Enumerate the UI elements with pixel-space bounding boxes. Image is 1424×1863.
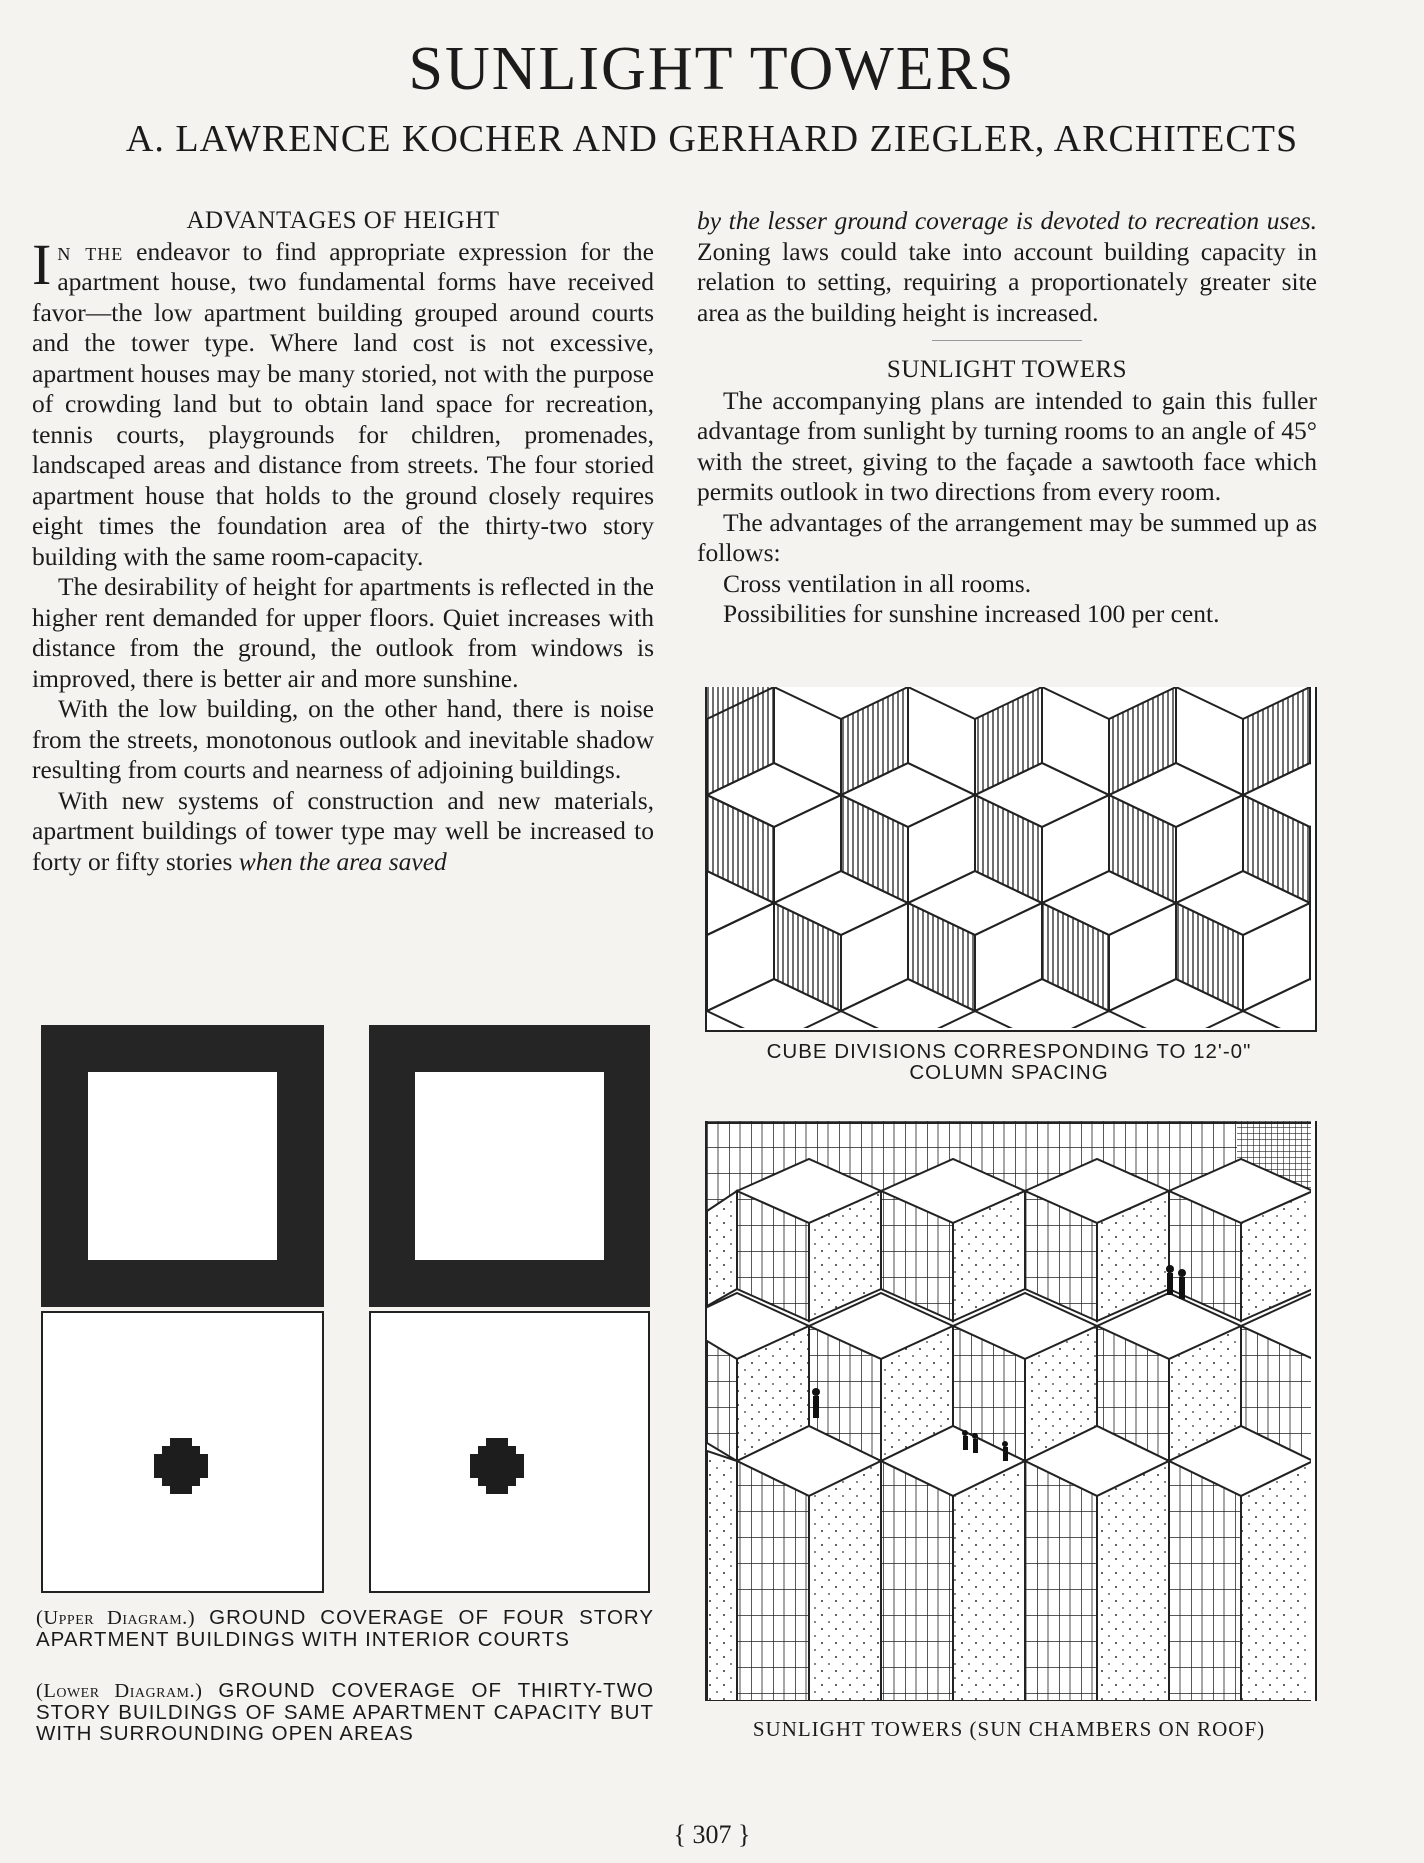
paragraph-continued — [697, 206, 1317, 328]
paragraph-sun-1: The accompanying plans are intended to gain this fuller advantage from sunlight by turning rooms to an angle of 45° with the street, giving to the façade a sawtooth face which permits outlook in two directions from every room. — [697, 385, 1317, 506]
cube-caption — [700, 1041, 1318, 1083]
cube-caption-line1: CUBE DIVISIONS CORRESPONDING TO 12'-0" — [766, 1040, 1252, 1063]
section-heading-advantages: ADVANTAGES OF HEIGHT — [186, 207, 500, 234]
lower-diagram-left — [41, 1311, 324, 1593]
continued-italic: by the lesser ground coverage is devoted to recreation uses. — [697, 206, 1317, 235]
paragraph-1 — [32, 231, 654, 573]
upper-caption-text: GROUND COVERAGE OF FOUR STORY APARTMENT BUILDINGS WITH INTERIOR COURTS — [36, 1606, 654, 1651]
page-number-value: 307 — [692, 1820, 732, 1849]
upper-diagram-right — [369, 1025, 650, 1307]
right-column — [697, 206, 1317, 630]
lower-diagram-right — [369, 1311, 650, 1593]
paragraph-4-text: With new systems of construction and new materials, apartment buildings of tower type may well be increased to forty or fifty stories — [32, 785, 654, 876]
paragraph-3: With the low building, on the other hand, there is noise from the streets, monotonous outlook and inevitable shadow resulting from courts and nearness of adjoining buildings. — [32, 694, 654, 784]
section-divider — [932, 340, 1082, 341]
page-title: SUNLIGHT TOWERS — [408, 35, 1016, 103]
page-subtitle: A. LAWRENCE KOCHER AND GERHARD ZIEGLER, ARCHITECTS — [125, 118, 1299, 160]
list-item-sunshine: Possibilities for sunshine increased 100 per cent. — [723, 599, 1220, 628]
bracket-left-icon: { — [673, 1820, 693, 1849]
towers-caption: SUNLIGHT TOWERS (SUN CHAMBERS ON ROOF) — [752, 1717, 1266, 1741]
paragraph-2: The desirability of height for apartments is reflected in the higher rent demanded for upper floors. Quiet increases with distance from the ground, the outlook from windows is improved, there is better air and more sunshine. — [32, 572, 654, 693]
left-column — [32, 206, 654, 877]
lead-in: n the — [57, 236, 124, 266]
upper-diagram-left — [41, 1025, 324, 1307]
list-item-ventilation: Cross ventilation in all rooms. — [723, 568, 1032, 598]
continued-text: Zoning laws could take into account building capacity in relation to setting, requiring a proportionately greater site area as the building height is increased. — [697, 236, 1317, 327]
paragraph-4 — [32, 786, 654, 878]
paragraph-4-italic: when the area saved — [238, 846, 447, 876]
upper-caption-label: (Upper Diagram.) — [36, 1607, 196, 1629]
bracket-right-icon: } — [731, 1820, 751, 1849]
lower-caption-text: GROUND COVERAGE OF THIRTY-TWO STORY BUILDINGS OF SAME APARTMENT CAPACITY BUT WITH SURROUNDING OPEN AREAS — [36, 1679, 654, 1745]
upper-diagram-caption — [36, 1607, 654, 1650]
page-number — [0, 1820, 1424, 1850]
paragraph-sun-2: The advantages of the arrangement may be summed up as follows: — [697, 507, 1317, 567]
section-heading-sunlight: SUNLIGHT TOWERS — [886, 356, 1128, 383]
drop-cap: I — [32, 231, 52, 297]
paragraph-1-text: endeavor to find appropriate expression for the apartment house, two fundamental forms have received favor—the low apartment building grouped around courts and the tower type. Where land cost is not excessive, apartment houses may be many storied, not with the purpose of crowding land but to obtain land space for recreation, tennis courts, playgrounds for children, promenades, landscaped areas and distance from streets. The four storied apartment house that holds to the ground closely requires eight times the foundation area of the thirty-two story building with the same room-capacity. — [32, 236, 654, 571]
cube-divisions-drawing — [705, 687, 1317, 1032]
cube-caption-line2: COLUMN SPACING — [909, 1061, 1109, 1084]
sunlight-towers-drawing — [705, 1121, 1317, 1701]
lower-caption-label: (Lower Diagram.) — [36, 1680, 203, 1702]
lower-diagram-caption — [36, 1680, 654, 1744]
